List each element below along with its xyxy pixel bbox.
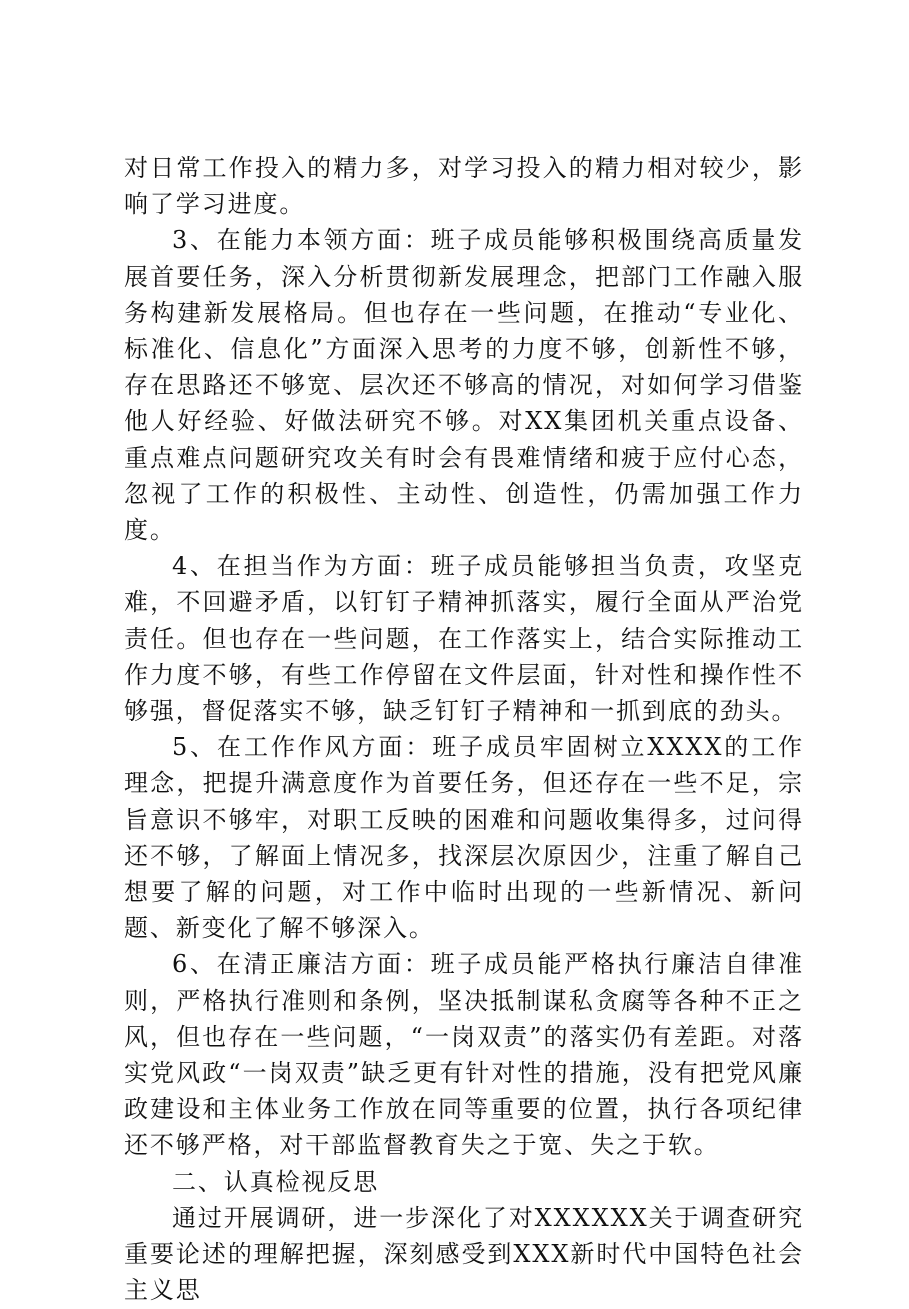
section-heading: 二、认真检视反思 [172,1167,380,1196]
paragraph-continuation: 对日常工作投入的精力多，对学习投入的精力相对较少，影响了学习进度。 [124,154,804,219]
paragraph-work-style: 5、在工作作风方面：班子成员牢固树立XXXX的工作理念，把提升满意度作为首要任务，但还存在一些不足，宗旨意识不够牢，对职工反映的困难和问题收集得多，过问得还不够，了解面上情况多，找深层次原因少，注重了解自己想要了解的问题，对工作中临时出现的一些新情况、新问题、新变化了解不够深入。 [124,733,804,943]
document-body [124,150,804,1309]
paragraph-responsibility: 4、在担当作为方面：班子成员能够担当负责，攻坚克难，不回避矛盾，以钉钉子精神抓落实，履行全面从严治党责任。但也存在一些问题，在工作落实上，结合实际推动工作力度不够，有些工作停留在文件层面，针对性和操作性不够强，督促落实不够，缺乏钉钉子精神和一抓到底的劲头。 [124,552,804,726]
paragraph-integrity: 6、在清正廉洁方面：班子成员能严格执行廉洁自律准则，严格执行准则和条例，坚决抵制谋私贪腐等各种不正之风，但也存在一些问题，“一岗双责”的落实仍有差距。对落实党风政“一岗双责”缺乏更有针对性的措施，没有把党风廉政建设和主体业务工作放在同等重要的位置，执行各项纪律还不够严格，对干部监督教育失之于宽、失之于软。 [124,950,804,1160]
paragraph-reflection: 通过开展调研，进一步深化了对XXXXXX关于调查研究重要论述的理解把握，深刻感受到XXX新时代中国特色社会主义思 [124,1203,804,1305]
paragraph-ability: 3、在能力本领方面：班子成员能够积极围绕高质量发展首要任务，深入分析贯彻新发展理念，把部门工作融入服务构建新发展格局。但也存在一些问题，在推动“专业化、标准化、信息化”方面深入思考的力度不够，创新性不够，存在思路还不够宽、层次还不够高的情况，对如何学习借鉴他人好经验、好做法研究不够。对XX集团机关重点设备、重点难点问题研究攻关有时会有畏难情绪和疲于应付心态，忽视了工作的积极性、主动性、创造性，仍需加强工作力度。 [124,226,804,545]
